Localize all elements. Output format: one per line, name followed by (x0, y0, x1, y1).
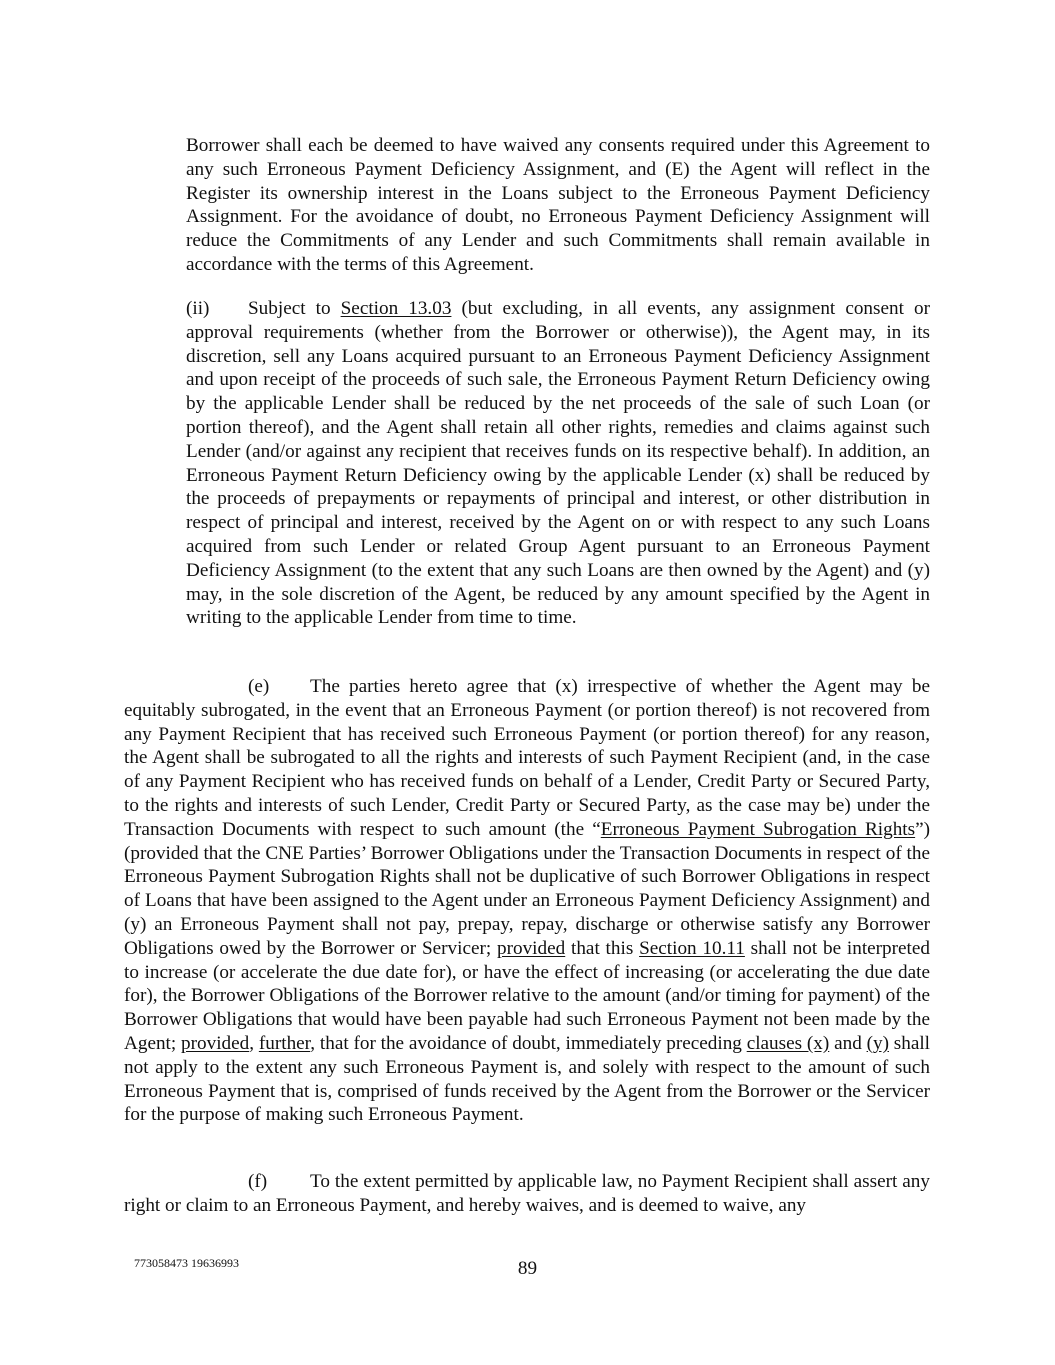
clause-reference: (y) (866, 1032, 889, 1054)
paragraph-e (124, 675, 930, 1127)
defined-term: Erroneous Payment Subrogation Rights (600, 818, 916, 840)
paragraph-continuation (186, 134, 930, 277)
paragraph-lead: Subject to (248, 298, 341, 319)
section-reference: Section 13.03 (340, 298, 452, 319)
clause-label-ii: (ii) (186, 298, 210, 319)
paragraph-text: and (829, 1032, 867, 1054)
paragraph-text: (but excluding, in all events, any assignment consent or approval requirements (whether from the Borrower or otherwise)), the Agent may, in its discretion, sell any Loans acquired pursuant to an Erroneous Payment Deficiency Assignment and upon receipt of the proceeds of such sale, the Erroneous Payment Return Deficiency owing by the applicable Lender shall be reduced by the net proceeds of the sale of such Loan (or portion thereof), and the Agent shall retain all other rights, remedies and claims against such Lender (and/or against any recipient that receives funds on its respective behalf). In addition, an Erroneous Payment Return Deficiency owing by the applicable Lender (x) shall be reduced by the proceeds of prepayments or repayments of principal and interest, or other distribution in respect of principal and interest, received by the Agent on or with respect to any such Loans acquired from such Lender or related Group Agent pursuant to an Erroneous Payment Deficiency Assignment (to the extent that any such Loans are then owned by the Agent) and (y) may, in the sole discretion of the Agent, be reduced by any amount specified by the Agent in writing to the applicable Lender from time to time. (186, 298, 930, 629)
paragraph-f (124, 1170, 930, 1218)
section-reference: Section 10.11 (639, 937, 745, 959)
paragraph-text: The parties hereto agree that (x) irrespective of whether the Agent may be equitably subrogated, in the event that an Erroneous Payment (or portion thereof) is not recovered from any Payment Recipient that has received such Erroneous Payment (or portion thereof) for any reason, the Agent shall be subrogated to all the rights and interests of such Payment Recipient (and, in the case of any Payment Recipient who has received funds on behalf of a Lender, Credit Party or Secured Party, to the rights and interests of such Lender, Credit Party or Secured Party, as the case may be) under the Transaction Documents with respect to such amount (the “ (124, 676, 930, 840)
paragraph-text: shall not be interpreted to increase (or accelerate the due date for), or have the effect of increasing (or accelerating the due date for), the Borrower Obligations of the Borrower relative to the amount (and/or timing for payment) of the Borrower Obligations that would have been payable had such Erroneous Payment not been made by the Agent; (124, 937, 931, 1054)
paragraph-text: Borrower shall each be deemed to have waived any consents required under this Agreement to any such Erroneous Payment Deficiency Assignment, and (E) the Agent will reflect in the Register its ownership interest in the Loans subject to the Erroneous Payment Deficiency Assignment. For the avoidance of doubt, no Erroneous Payment Deficiency Assignment will reduce the Commitments of any Lender and such Commitments shall remain available in accordance with the terms of this Agreement. (186, 135, 930, 275)
paragraph-text: that this (565, 937, 640, 959)
page-number: 89 (517, 1258, 538, 1279)
provided-term: provided (181, 1032, 250, 1054)
paragraph-ii (186, 297, 930, 630)
paragraph-text: , (249, 1032, 259, 1054)
document-id: 773058473 19636993 (134, 1256, 239, 1270)
provided-term: provided (497, 937, 566, 959)
paragraph-text: shall not apply to the extent any such Erroneous Payment is, and solely with respect to the amount of such Erroneous Payment that is, comprised of funds received by the Agent from the Borrower or the Servicer for the purpose of making such Erroneous Payment. (124, 1032, 931, 1126)
paragraph-text: ”) (provided that the CNE Parties’ Borrower Obligations under the Transaction Documents in respect of the Erroneous Payment Subrogation Rights shall not be duplicative of such Borrower Obligations in respect of Loans that have been assigned to the Agent under an Erroneous Payment Deficiency Assignment) and (y) an Erroneous Payment shall not pay, prepay, repay, discharge or otherwise satisfy any Borrower Obligations owed by the Borrower or Servicer; (124, 818, 931, 959)
paragraph-text: , that for the avoidance of doubt, immediately preceding (310, 1032, 747, 1054)
clause-reference: clauses (x) (746, 1032, 830, 1054)
paragraph-text: To the extent permitted by applicable law, no Payment Recipient shall assert any right or claim to an Erroneous Payment, and hereby waives, and is deemed to waive, any (124, 1171, 930, 1216)
further-term: further (258, 1032, 311, 1054)
clause-label-f: (f) (248, 1171, 268, 1192)
clause-label-e: (e) (248, 676, 270, 697)
